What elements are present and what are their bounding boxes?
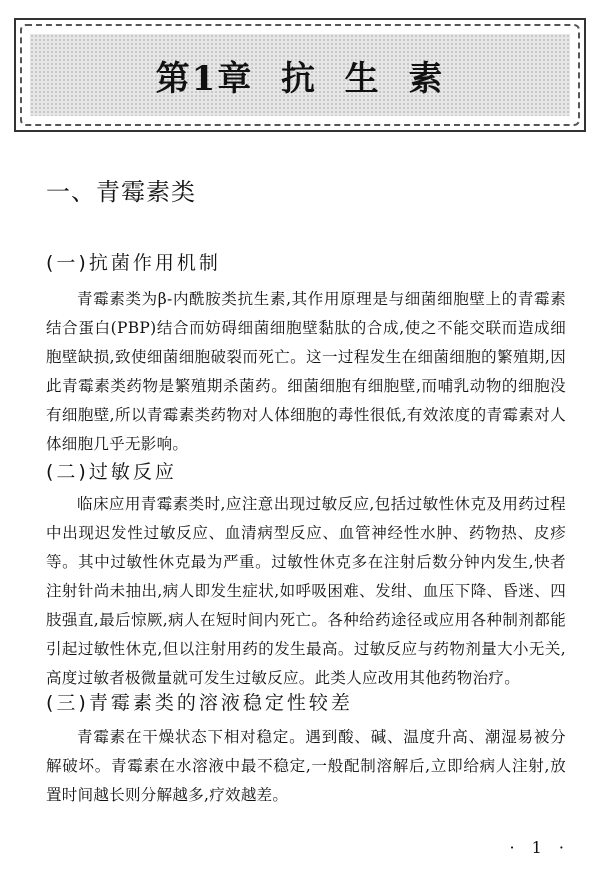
subsection-heading-stability: (三)青霉素类的溶液稳定性较差 xyxy=(46,692,353,714)
chapter-banner xyxy=(14,18,586,132)
paragraph-mechanism: 青霉素类为β-内酰胺类抗生素,其作用原理是与细菌细胞壁上的青霉素结合蛋白(PBP)结合而妨碍细菌细胞壁黏肽的合成,使之不能交联而造成细胞壁缺损,致使细菌细胞破裂而死亡。这一过程发生在细菌细胞的繁殖期,因此青霉素类药物是繁殖期杀菌药。细菌细胞有细胞壁,而哺乳动物的细胞没有细胞壁,所以青霉素类药物对人体细胞的毒性很低,有效浓度的青霉素对人体细胞几乎无影响。 xyxy=(46,290,566,453)
paragraph-stability: 青霉素在干燥状态下相对稳定。遇到酸、碱、温度升高、潮湿易被分解破坏。青霉素在水溶液中最不稳定,一般配制溶解后,立即给病人注射,放置时间越长则分解越多,疗效越差。 xyxy=(46,728,566,804)
paragraph-allergy: 临床应用青霉素类时,应注意出现过敏反应,包括过敏性休克及用药过程中出现迟发性过敏反应、血清病型反应、血管神经性水肿、药物热、皮疹等。其中过敏性休克最为严重。过敏性休克多在注射后数分钟内发生,快者注射针尚未抽出,病人即发生症状,如呼吸困难、发绀、血压下降、昏迷、四肢强直,最后惊厥,病人在短时间内死亡。各种给药途径或应用各种制剂都能引起过敏性休克,但以注射用药的发生最高。过敏反应与药物剂量大小无关,高度过敏者极微量就可发生过敏反应。此类人应改用其他药物治疗。 xyxy=(46,495,566,687)
chapter-title: 第1章 抗 生 素 xyxy=(155,58,445,99)
subsection-heading-mechanism: (一)抗菌作用机制 xyxy=(46,252,221,274)
subsection-heading-allergy: (二)过敏反应 xyxy=(46,461,177,483)
chapter-banner-fill xyxy=(30,34,570,116)
section-heading: 一、青霉素类 xyxy=(46,178,196,206)
page-number: · 1 · xyxy=(509,838,570,857)
